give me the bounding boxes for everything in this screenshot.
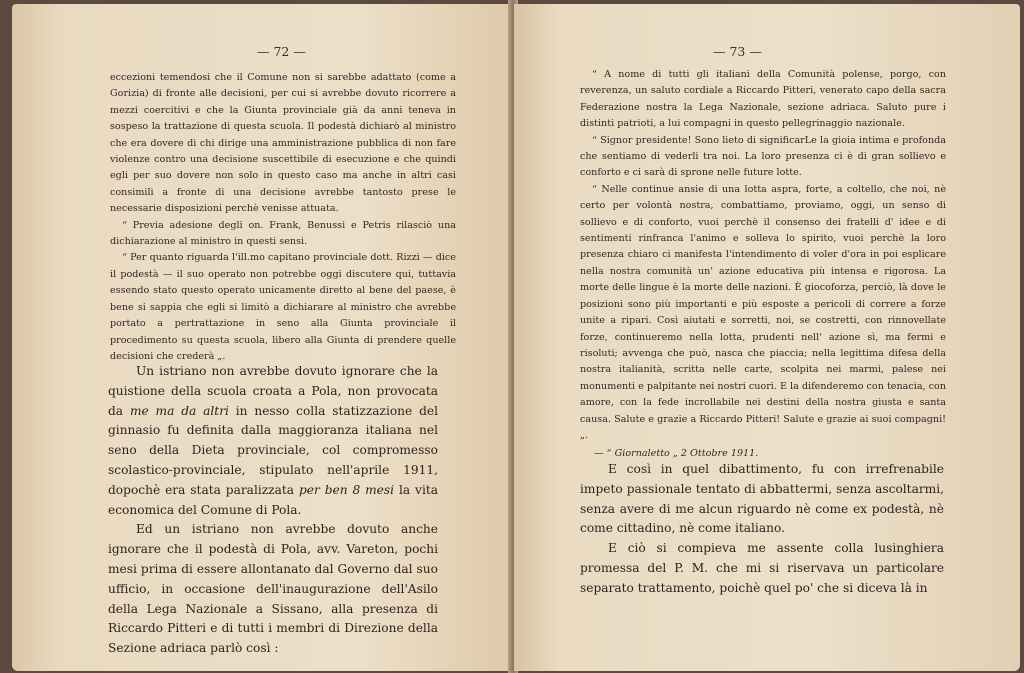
left-body-p1-part-c: la vita economica del Comune di Pola. — [108, 482, 439, 517]
right-page — [514, 4, 1020, 671]
right-quote-block — [580, 67, 946, 463]
right-quote-paragraph-1: “ A nome di tutti gli italiani della Comunità polense, porgo, con reverenza, un saluto cordiale a Riccardo Pitteri, venerato capo della sacra Federazione nostra la Lega Nazionale, sezione adriaca. Saluto pure i distinti patrioti, a lui compagni in questo pellegrinaggio nazionale. — [580, 69, 946, 130]
left-quote-block — [110, 70, 456, 365]
left-body-p1-part-a: Un istriano non avrebbe dovuto ignorare che la quistione della scuola croata a Pola, non provocata da — [108, 364, 438, 418]
left-body-paragraph-1 — [108, 362, 438, 520]
left-quote-paragraph-3: “ Per quanto riguarda l'ill.mo capitano provinciale dott. Rizzi — dice il podestà — il suo operato non potrebbe oggi discutere qui, tuttavia essendo stato questo operato unicamente diretto al bene del paese, è bene si sappia che egli si limitò a dichiarare al ministro che avrebbe portato a pertrattazione in seno alla Giunta provinciale il procedimento su questa scuola, libero alla Giunta di prendere quelle decisioni che crederà „. — [110, 252, 456, 362]
left-body-p1-emphasis-1: me ma da altri — [129, 403, 229, 418]
left-quote-paragraph-2: “ Previa adesione degli on. Frank, Benussi e Petris rilasciò una dichiarazione al ministro in questi sensi. — [110, 219, 456, 248]
quote-source-signature: — “ Giornaletto „ 2 Ottobre 1911. — [594, 448, 759, 460]
left-body-text — [108, 362, 438, 659]
right-body-paragraph-2: E ciò si compieva me assente colla lusinghiera promessa del P. M. che mi si riservava un particolare separato trattamento, poichè quel po' che si diceva là in — [580, 541, 944, 595]
right-body-text — [580, 460, 944, 599]
right-quote-paragraph-2: “ Signor presidente! Sono lieto di significarLe la gioia intima e profonda che sentiamo di vederli tra noi. La loro presenza ci è di gran sollievo e conforto e ci sarà di sprone nelle future lotte. — [580, 134, 946, 179]
left-quote-paragraph-1: eccezioni temendosi che il Comune non si sarebbe adattato (come a Gorizia) di fronte alle decisioni, per cui si avrebbe dovuto ricorrere a mezzi coercitivi e che la Giunta provinciale già da anni teneva in sospeso la trattazione di questa scuola. Il podestà dichiarò al ministro che era dovere di chi dirige una amministrazione pubblica di non fare violenze contro una decisione suscettibile di esecuzione e che quindi egli per suo dovere non solo in questo caso ma anche in altri casi consimili a fronte di una decisione avrebbe tantosto prese le necessarie disposizioni perchè venisse attuata. — [110, 72, 456, 215]
left-page — [12, 4, 512, 671]
left-body-paragraph-2: Ed un istriano non avrebbe dovuto anche ignorare che il podestà di Pola, avv. Vareton, pochi mesi prima di essere allontanato dal Governo dal suo ufficio, in occasione dell'inaugurazione dell'Asilo della Lega Nazionale a Sissano, alla presenza di Riccardo Pitteri e di tutti i membri di Direzione della Sezione adriaca parlò così : — [108, 522, 438, 656]
left-body-p1-part-b: in nesso colla statizzazione del ginnasio fu definita dalla maggioranza italiana nel seno della Dieta provinciale, col compromesso scolastico-provinciale, stipulato nell'aprile 1911, dopochè era stata paralizzata — [108, 403, 438, 497]
right-quote-paragraph-3: “ Nelle continue ansie di una lotta aspra, forte, a coltello, che noi, nè certo per volontà nostra, combattiamo, proviamo, oggi, un senso di sollievo e di conforto, vuoi perchè il consenso dei fratelli d' idee e di sentimenti rinfranca l'animo e solleva lo spirito, vuoi perchè la loro presenza chiaro ci manifesta l'intendimento di voler d'ora in poi esplicare nella nostra comunità un' azione educativa più intensa e rigorosa. La morte delle lingue è la morte delle nazioni. È giocoforza, perciò, là dove le posizioni sono più importanti e più esposte a pericoli di correre a forze unite a ripari. Così aiutati e sorretti, noi, se costretti, con rinnovellate forze, continueremo nella lotta, prudenti nell' azione sì, ma fermi e risoluti; avvenga che può, nasca che piaccia; nella legittima difesa della nostra italianità, scritta nelle carte, scolpita nei marmi, palese nei monumenti e palpitante nei nostri cuori. E la difenderemo con tenacia, con amore, con la fede incrollabile nei destini della nostra giusta e santa causa. Salute e grazie a Riccardo Pitteri! Salute e grazie ai suoi compagni! „. — [580, 183, 946, 441]
left-body-p1-emphasis-2: per ben 8 mesi — [298, 482, 395, 497]
page-number-left: — 72 — — [257, 44, 306, 59]
page-number-right: — 73 — — [713, 44, 762, 59]
right-body-paragraph-1: E così in quel dibattimento, fu con irrefrenabile impeto passionale tentato di abbattermi, senza ascoltarmi, senza avere di me alcun riguardo nè come ex podestà, nè come cittadino, nè come italiano. — [580, 462, 944, 536]
